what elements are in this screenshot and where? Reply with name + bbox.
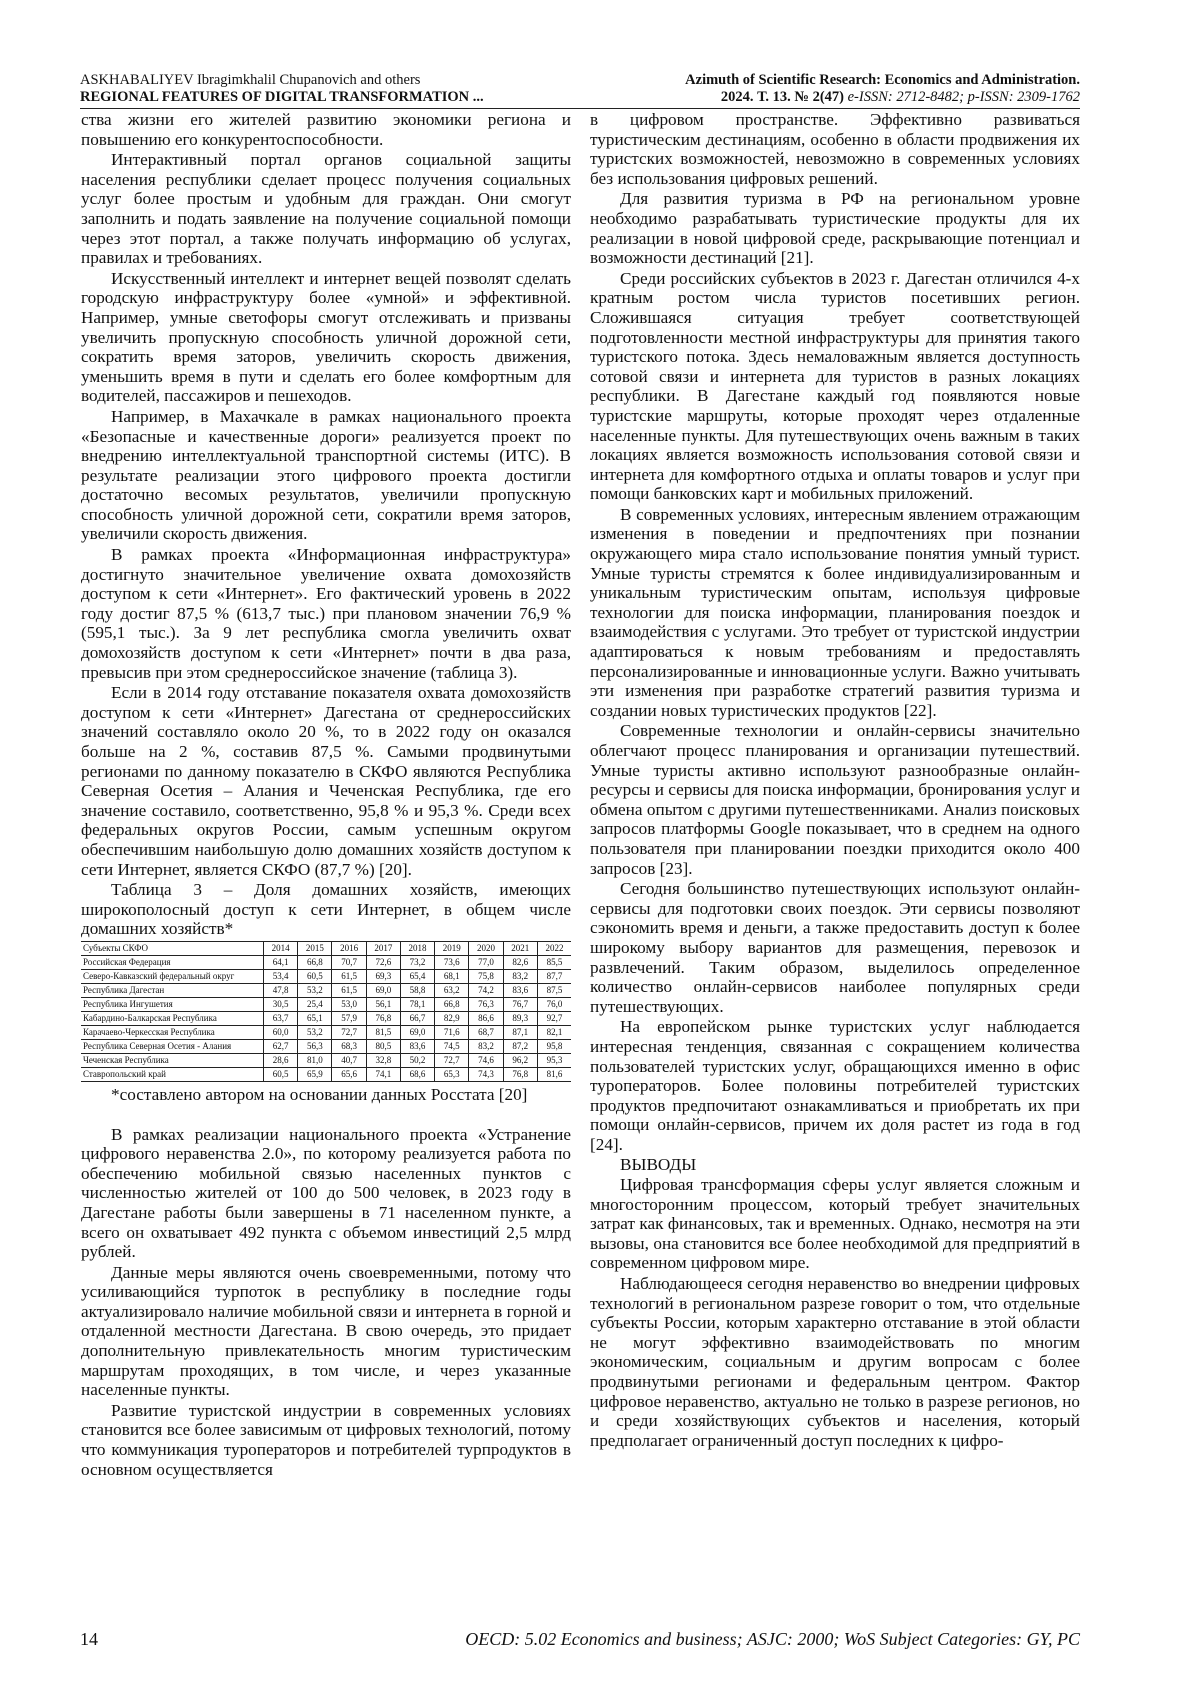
table-3 xyxy=(81,941,571,1082)
table-cell: Ставропольский край xyxy=(83,1068,166,1079)
table-cell: 83,6 xyxy=(503,983,537,997)
paragraph: Например, в Махачкале в рамках национального проекта «Безопасные и качественные дороги» реализуется проект по внедрению интеллектуальной транспортной системы (ИТС). В результате реализации этого цифрового проекта достигли достаточно весомых результатов, увеличили пропускную способность уличной дорожной сети, сократили время заторов, увеличили скорость движения. xyxy=(81,406,571,544)
paragraph: ства жизни его жителей развитию экономики региона и повышению его конкурентоспособности. xyxy=(81,110,571,149)
table-cell: 82,9 xyxy=(435,1011,469,1025)
table-cell: 50,2 xyxy=(400,1053,434,1067)
header-journal: Azimuth of Scientific Research: Economics and Administration. xyxy=(685,72,1080,88)
table-cell: Республика Северная Осетия - Алания xyxy=(83,1040,232,1051)
table-cell: 89,3 xyxy=(503,1011,537,1025)
table-cell: 66,7 xyxy=(400,1011,434,1025)
table-cell: Республика Дагестан xyxy=(83,984,165,995)
header-rule xyxy=(80,108,1080,109)
section-heading: ВЫВОДЫ xyxy=(620,1155,697,1175)
table-caption: Таблица 3 – Доля домашних хозяйств, имеющих широкополосный доступ к сети Интернет, в общем числе домашних хозяйств* xyxy=(81,880,571,939)
table-cell: 87,1 xyxy=(503,1025,537,1039)
table-cell: Кабардино-Балкарская Республика xyxy=(83,1012,217,1023)
table-cell: 63,7 xyxy=(264,1011,298,1025)
table-header-cell: Субъекты СКФО xyxy=(83,942,148,953)
table-cell: 30,5 xyxy=(264,997,298,1011)
footer-classification: OECD: 5.02 Economics and business; ASJC: 2000; WoS Subject Categories: GY, PC xyxy=(465,1629,1080,1649)
table-header-cell: 2020 xyxy=(469,941,503,955)
table-row xyxy=(81,1053,571,1067)
table-header-cell: 2022 xyxy=(537,941,571,955)
table-cell: 56,3 xyxy=(298,1039,332,1053)
table-cell: 53,4 xyxy=(264,969,298,983)
table-cell: 80,5 xyxy=(366,1039,400,1053)
table-note: *составлено автором на основании данных Росстата [20] xyxy=(111,1084,528,1104)
table-cell: Чеченская Республика xyxy=(83,1054,169,1065)
running-header-right xyxy=(600,72,1080,106)
table-cell: 74,2 xyxy=(469,983,503,997)
table-cell: 70,7 xyxy=(332,955,366,969)
table-cell: 65,9 xyxy=(298,1067,332,1081)
table-cell: 62,7 xyxy=(264,1039,298,1053)
table-cell: 65,3 xyxy=(435,1067,469,1081)
table-header-cell: 2018 xyxy=(400,941,434,955)
table-cell: 76,8 xyxy=(503,1067,537,1081)
table-row xyxy=(81,1011,571,1025)
table-cell: 68,7 xyxy=(469,1025,503,1039)
paragraph: Цифровая трансформация сферы услуг является сложным и многосторонним процессом, который требует значительных затрат как финансовых, так и временных. Однако, несмотря на эти вызовы, она становится все более необходимой для предприятий в современном цифровом мире. xyxy=(590,1175,1080,1273)
table-cell: 60,5 xyxy=(264,1067,298,1081)
table-header-cell: 2015 xyxy=(298,941,332,955)
table-cell: 81,6 xyxy=(537,1067,571,1081)
table-cell: 60,0 xyxy=(264,1025,298,1039)
right-column xyxy=(590,110,1080,1451)
paragraph: Для развития туризма в РФ на региональном уровне необходимо разрабатывать туристические продукты для их реализации в новой цифровой среде, раскрывающие потенциал и возможности дестинаций [21]. xyxy=(590,189,1080,268)
table-header-cell: 2021 xyxy=(503,941,537,955)
table-cell: 65,1 xyxy=(298,1011,332,1025)
header-article-title: REGIONAL FEATURES OF DIGITAL TRANSFORMATION ... xyxy=(80,89,484,105)
table-cell: 57,9 xyxy=(332,1011,366,1025)
table-cell: 75,8 xyxy=(469,969,503,983)
table-cell: 53,2 xyxy=(298,1025,332,1039)
running-header-left xyxy=(80,72,600,106)
table-cell: 73,6 xyxy=(435,955,469,969)
table-header-cell: 2019 xyxy=(435,941,469,955)
paragraph: На европейском рынке туристских услуг наблюдается интересная тенденция, связанная с сокращением количества пользователей туристских услуг, обращающихся именно в офис туроператоров. Более половины потребителей туристских продуктов предпочитают ознакамливаться и приобретать их при помощи онлайн-сервисов, причем их доля растет из года в год [24]. xyxy=(590,1017,1080,1154)
table-cell: 56,1 xyxy=(366,997,400,1011)
table-row xyxy=(81,955,571,969)
table-cell: Республика Ингушетия xyxy=(83,998,173,1009)
paragraph: Если в 2014 году отставание показателя охвата домохозяйств доступом к сети «Интернет» Дагестана от среднероссийских значений составляло около 20 %, то в 2022 году он оказался больше на 2 %, составив 87,5 %. Самыми продвинутыми регионами по данному показателю в СКФО являются Республика Северная Осетия – Алания и Чеченская Республика, где его значение составило, соответственно, 95,8 % и 95,3 %. Среди всех федеральных округов России, самым успешным округом обеспечившим наибольшую долю домашних хозяйств доступом к сети Интернет, является СКФО (87,7 %) [20]. xyxy=(81,683,571,879)
table-cell: 69,3 xyxy=(366,969,400,983)
table-cell: 58,8 xyxy=(400,983,434,997)
paragraph: в цифровом пространстве. Эффективно развиваться туристическим дестинациям, особенно в области продвижения их туристских возможностей, невозможно в современных условиях без использования цифровых решений. xyxy=(590,110,1080,188)
paragraph: Среди российских субъектов в 2023 г. Дагестан отличился 4-х кратным ростом числа туристов посетивших регион. Сложившаяся ситуация требует соответствующей подготовленности местной инфраструктуры для принятия такого туристского потока. Здесь немаловажным является доступность сотовой связи и интернета для туристов в разных локациях республики. В Дагестане каждый год появляются новые туристские маршруты, которые проходят через отдаленные населенные пункты. Для путешествующих очень важным в таких локациях является возможность использования сотовой связи и интернета для комфортного отдыха и оплаты товаров и услуг при помощи банковских карт и мобильных приложений. xyxy=(590,268,1080,504)
table-cell: 76,8 xyxy=(366,1011,400,1025)
table-row xyxy=(81,983,571,997)
table-cell: 82,6 xyxy=(503,955,537,969)
page-number: 14 xyxy=(80,1629,98,1649)
table-cell: 65,6 xyxy=(332,1067,366,1081)
table-cell: Карачаево-Черкесская Республика xyxy=(83,1026,215,1037)
table-row xyxy=(81,1067,571,1081)
paragraph: Интерактивный портал органов социальной защиты населения республики сделает процесс получения социальных услуг более простым и удобным для граждан. Они смогут заполнить и подать заявление на получение социальной помощи через этот портал, а также получать информацию об услугах, правилах и требованиях. xyxy=(81,150,571,268)
table-cell: 72,7 xyxy=(332,1025,366,1039)
table-cell: 71,6 xyxy=(435,1025,469,1039)
table-cell: 77,0 xyxy=(469,955,503,969)
table-cell: 32,8 xyxy=(366,1053,400,1067)
table-header-cell: 2016 xyxy=(332,941,366,955)
table-cell: 65,4 xyxy=(400,969,434,983)
table-cell: 74,1 xyxy=(366,1067,400,1081)
header-volume: 2024. Т. 13. № 2(47) xyxy=(720,89,844,105)
table-cell: 66,8 xyxy=(298,955,332,969)
paragraph: Современные технологии и онлайн-сервисы значительно облегчают процесс планирования и организации путешествий. Умные туристы активно используют разнообразные онлайн-ресурсы и сервисы для поиска информации, бронирования услуг и обмена опытом с другими путешественниками. Анализ поисковых запросов платформы Google показывает, что в среднем на одного пользователя при планировании поездки приходится около 400 запросов [23]. xyxy=(590,721,1080,878)
header-issn: e-ISSN: 2712-8482; p-ISSN: 2309-1762 xyxy=(847,89,1080,105)
table-cell: 69,0 xyxy=(400,1025,434,1039)
table-cell: 68,3 xyxy=(332,1039,366,1053)
header-authors: ASKHABALIYEV Ibragimkhalil Chupanovich and others xyxy=(80,72,421,88)
table-cell: 25,4 xyxy=(298,997,332,1011)
table-header-cell: 2017 xyxy=(366,941,400,955)
table-cell: 40,7 xyxy=(332,1053,366,1067)
paragraph: Искусственный интеллект и интернет вещей позволят сделать городскую инфраструктуру более «умной» и эффективной. Например, умные светофоры смогут отслеживать и призваны увеличить пропускную способность уличной дорожной сети, сократить время заторов, увеличить скорость движения, уменьшить время в пути и сделать его более комфортным для водителей, пассажиров и пешеходов. xyxy=(81,268,571,406)
table-cell: 83,6 xyxy=(400,1039,434,1053)
table-cell: 87,7 xyxy=(537,969,571,983)
table-cell: 72,6 xyxy=(366,955,400,969)
table-cell: 28,6 xyxy=(264,1053,298,1067)
table-cell: Северо-Кавказский федеральный округ xyxy=(83,970,235,981)
table-cell: 95,3 xyxy=(537,1053,571,1067)
table-cell: 47,8 xyxy=(264,983,298,997)
table-cell: 69,0 xyxy=(366,983,400,997)
paragraph: Развитие туристской индустрии в современных условиях становится все более зависимым от цифровых технологий, потому что коммуникация туроператоров и потребителей турпродуктов в основном осуществляется xyxy=(81,1400,571,1479)
paragraph: Данные меры являются очень своевременными, потому что усиливающийся турпоток в республику в последние годы актуализировало наличие мобильной связи и интернета в горной и отдаленной местности Дагестана. В свою очередь, это придает дополнительную привлекательность многим туристическим маршрутам проходящих, в том числе, и через указанные населенные пункты. xyxy=(81,1262,571,1400)
header-issue xyxy=(600,89,1080,106)
table-cell: 68,6 xyxy=(400,1067,434,1081)
table-cell: 95,8 xyxy=(537,1039,571,1053)
table-cell: 96,2 xyxy=(503,1053,537,1067)
table-cell: 76,0 xyxy=(537,997,571,1011)
table-cell: Российская Федерация xyxy=(83,956,171,967)
table-cell: 61,5 xyxy=(332,983,366,997)
paragraph: В рамках проекта «Информационная инфраструктура» достигнуто значительное увеличение охвата домохозяйств доступом к сети «Интернет». Его фактический уровень в 2022 году достиг 87,5 % (613,7 тыс.) при плановом значении 76,9 % (595,1 тыс.). За 9 лет республика смогла увеличить охват домохозяйств доступом к сети «Интернет» почти в два раза, превысив при этом среднероссийское значение (таблица 3). xyxy=(81,545,571,682)
paragraph: Наблюдающееся сегодня неравенство во внедрении цифровых технологий в региональном разрезе говорит о том, что отдельные субъекты России, которым характерно отставание в этой области не могут эффективно взаимодействовать по многим экономическим, социальным и другим вопросам с более продвинутыми регионами и федеральным центром. Фактор цифровое неравенство, актуально не только в разрезе регионов, но и среди хозяйствующих субъектов и населения, который предполагает ограниченный доступ последних к цифро- xyxy=(590,1274,1080,1450)
paragraph: Сегодня большинство путешествующих используют онлайн-сервисы для подготовки своих поездок. Эти сервисы позволяют сэкономить время и деньги, а также предоставить доступ к более широкому выбору вариантов для размещения, перевозок и развлечений. Таким образом, выделилось определенное количество онлайн-сервисов наиболее популярных среди путешествующих. xyxy=(590,879,1080,1016)
table-cell: 61,5 xyxy=(332,969,366,983)
table-cell: 81,5 xyxy=(366,1025,400,1039)
table-cell: 87,2 xyxy=(503,1039,537,1053)
table-cell: 60,5 xyxy=(298,969,332,983)
table-cell: 83,2 xyxy=(503,969,537,983)
table-cell: 53,2 xyxy=(298,983,332,997)
table-cell: 74,3 xyxy=(469,1067,503,1081)
table-cell: 74,5 xyxy=(435,1039,469,1053)
table-cell: 73,2 xyxy=(400,955,434,969)
table-cell: 68,1 xyxy=(435,969,469,983)
table-row xyxy=(81,997,571,1011)
table-cell: 92,7 xyxy=(537,1011,571,1025)
table-header-cell: 2014 xyxy=(264,941,298,955)
table-row xyxy=(81,969,571,983)
table-row xyxy=(81,1025,571,1039)
table-cell: 87,5 xyxy=(537,983,571,997)
table-cell: 81,0 xyxy=(298,1053,332,1067)
table-cell: 76,3 xyxy=(469,997,503,1011)
left-column xyxy=(81,110,571,1480)
table-cell: 83,2 xyxy=(469,1039,503,1053)
table-cell: 74,6 xyxy=(469,1053,503,1067)
table-cell: 72,7 xyxy=(435,1053,469,1067)
table-row xyxy=(81,1039,571,1053)
table-cell: 76,7 xyxy=(503,997,537,1011)
table-header-row xyxy=(81,941,571,955)
table-cell: 85,5 xyxy=(537,955,571,969)
table-cell: 63,2 xyxy=(435,983,469,997)
table-cell: 86,6 xyxy=(469,1011,503,1025)
paragraph: В рамках реализации национального проекта «Устранение цифрового неравенства 2.0», по которому реализуется работа по обеспечению мобильной связью населенных пунктов с численностью жителей от 100 до 500 человек, в 2023 году в Дагестане работы были завершены в 71 населенном пункте, а всего он охватывает 492 пункта с объемом инвестиций 2,5 млрд рублей. xyxy=(81,1124,571,1262)
table-cell: 64,1 xyxy=(264,955,298,969)
table-cell: 53,0 xyxy=(332,997,366,1011)
table-cell: 66,8 xyxy=(435,997,469,1011)
table-cell: 82,1 xyxy=(537,1025,571,1039)
paragraph: В современных условиях, интересным явлением отражающим изменения в поведении и предпочтениях при познании окружающего мира стало использование понятия умный турист. Умные туристы стремятся к более индивидуализированным и уникальным туристическим опытам, используя цифровые технологии для поиска информации, планирования поездок и взаимодействия с услугами. Это требует от туристской индустрии адаптироваться к новым требованиям и предоставлять персонализированные и инновационные услуги. Важно учитывать эти изменения при разработке стратегий развития туризма и создании новых туристических продуктов [22]. xyxy=(590,504,1080,720)
table-cell: 78,1 xyxy=(400,997,434,1011)
